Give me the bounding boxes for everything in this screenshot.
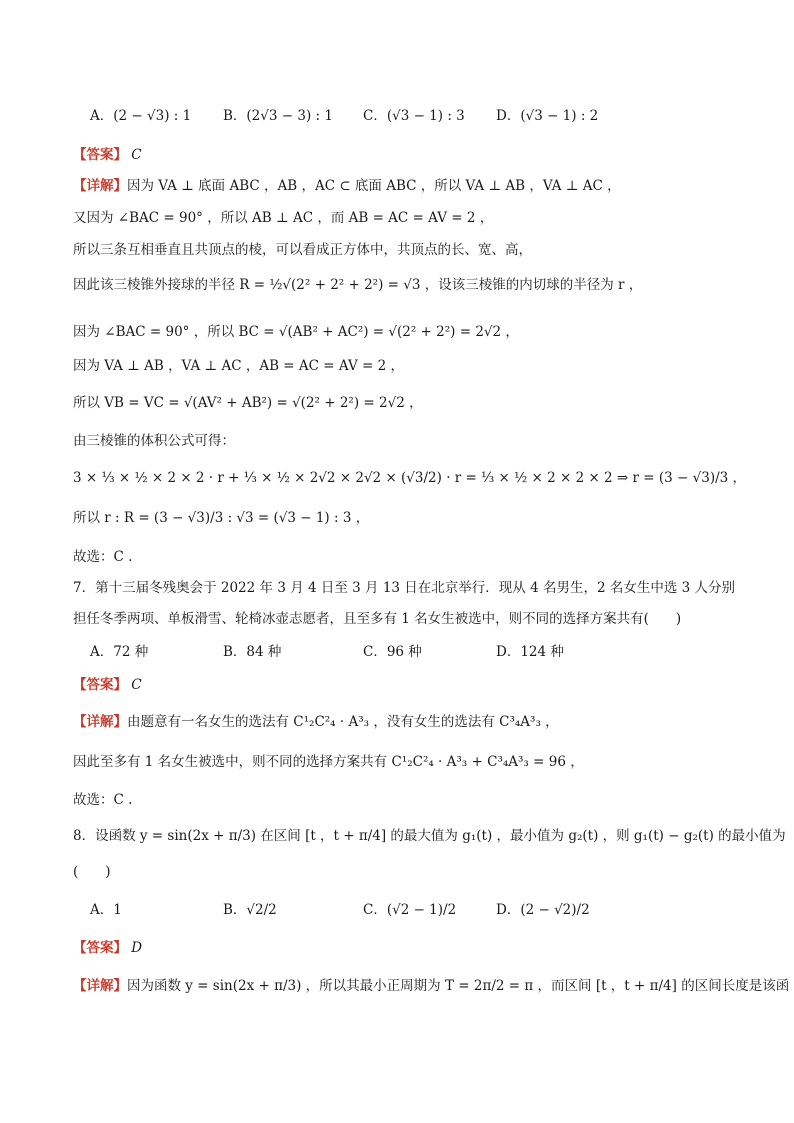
q7-detail-line-3: 故选：C . <box>73 792 133 808</box>
detail-tag: 【详解】 <box>73 178 127 194</box>
q7-options <box>90 642 710 662</box>
q7-detail-line-2: 因此至多有 1 名女生被选中，则不同的选择方案共有 C¹₂C²₄ · A³₃ + C³₄A³₃ = 96 ， <box>73 754 584 770</box>
q6-option-a: A．(2 − √3) : 1 <box>90 108 192 124</box>
q7-stem-line-1: 7．第十三届冬残奥会于 2022 年 3 月 4 日至 3 月 13 日在北京举行．现从 4 名男生，2 名女生中选 3 人分别 <box>73 580 736 596</box>
q6-detail-line-6: 因为 VA ⊥ AB ，VA ⊥ AC ，AB = AC = AV = 2 ， <box>73 358 404 374</box>
q6-detail-line-1 <box>73 176 621 196</box>
q6-detail-line-9: 3 × ⅓ × ½ × 2 × 2 · r + ⅓ × ½ × 2√2 × 2√2 × (√3/2) · r = ⅓ × ½ × 2 × 2 × 2 ⇒ r = (3 − √3)/3 ， <box>73 470 747 486</box>
q6-detail-line-4: 因此该三棱锥外接球的半径 R = ½√(2² + 2² + 2²) = √3 ，设该三棱锥的内切球的半径为 r ， <box>73 277 643 293</box>
q6-option-c: C．(√3 − 1) : 3 <box>363 108 465 124</box>
detail-text: 因为函数 y = sin(2x + π/3) ，所以其最小正周期为 T = 2π/2 = π ，而区间 [t ，t + π/4] 的区间长度是该函 <box>127 978 790 994</box>
detail-text: 因为 VA ⊥ 底面 ABC ，AB ，AC ⊂ 底面 ABC ，所以 VA ⊥ AB ，VA ⊥ AC ， <box>127 178 621 194</box>
q7-stem-line-2: 担任冬季两项、单板滑雪、轮椅冰壶志愿者，且至多有 1 名女生被选中，则不同的选择方案共有( ) <box>73 611 682 627</box>
q7-option-c: C．96 种 <box>363 644 422 660</box>
q6-detail-line-7: 所以 VB = VC = √(AV² + AB²) = √(2² + 2²) = 2√2 ， <box>73 395 423 411</box>
q8-option-b: B．√2/2 <box>223 902 277 918</box>
q8-stem-line-1: 8．设函数 y = sin(2x + π/3) 在区间 [t ，t + π/4] 的最大值为 g₁(t) ，最小值为 g₂(t) ，则 g₁(t) − g₂(t) 的最小值为 <box>73 828 786 844</box>
answer-tag: 【答案】 <box>73 147 127 163</box>
detail-text: 由题意有一名女生的选法有 C¹₂C²₄ · A³₃ ，没有女生的选法有 C³₄A³₃ ， <box>127 714 559 730</box>
q7-option-d: D．124 种 <box>496 644 564 660</box>
q6-option-b: B．(2√3 − 3) : 1 <box>223 108 333 124</box>
q6-detail-line-11: 故选：C . <box>73 549 133 565</box>
answer-value: C <box>131 677 142 693</box>
detail-tag: 【详解】 <box>73 714 127 730</box>
q7-option-a: A．72 种 <box>90 644 149 660</box>
q6-detail-line-2: 又因为 ∠BAC = 90° ，所以 AB ⊥ AC ，而 AB = AC = AV = 2 ， <box>73 210 494 226</box>
q6-answer <box>73 145 142 165</box>
q8-option-a: A．1 <box>90 902 122 918</box>
q8-detail-line-1 <box>73 976 789 996</box>
q8-answer <box>73 938 142 958</box>
q8-stem-line-2: ( ) <box>73 864 111 880</box>
q8-option-d: D．(2 − √2)/2 <box>496 902 590 918</box>
q8-option-c: C．(√2 − 1)/2 <box>363 902 457 918</box>
q7-option-b: B．84 种 <box>223 644 282 660</box>
q6-detail-line-10: 所以 r : R = (3 − √3)/3 : √3 = (√3 − 1) : 3 ， <box>73 510 370 526</box>
q8-options <box>90 900 710 920</box>
answer-tag: 【答案】 <box>73 940 127 956</box>
q6-detail-line-3: 所以三条互相垂直且共顶点的棱，可以看成正方体中，共顶点的长、宽、高， <box>73 242 532 258</box>
q6-detail-line-5: 因为 ∠BAC = 90° ，所以 BC = √(AB² + AC²) = √(2² + 2²) = 2√2 ， <box>73 324 519 340</box>
answer-value: C <box>131 147 142 163</box>
detail-tag: 【详解】 <box>73 978 127 994</box>
q7-answer <box>73 675 142 695</box>
answer-value: D <box>131 940 143 956</box>
q6-option-d: D．(√3 − 1) : 2 <box>496 108 599 124</box>
q6-detail-line-8: 由三棱锥的体积公式可得： <box>73 433 235 449</box>
q7-detail-line-1 <box>73 712 559 732</box>
q6-options <box>90 106 710 126</box>
answer-tag: 【答案】 <box>73 677 127 693</box>
